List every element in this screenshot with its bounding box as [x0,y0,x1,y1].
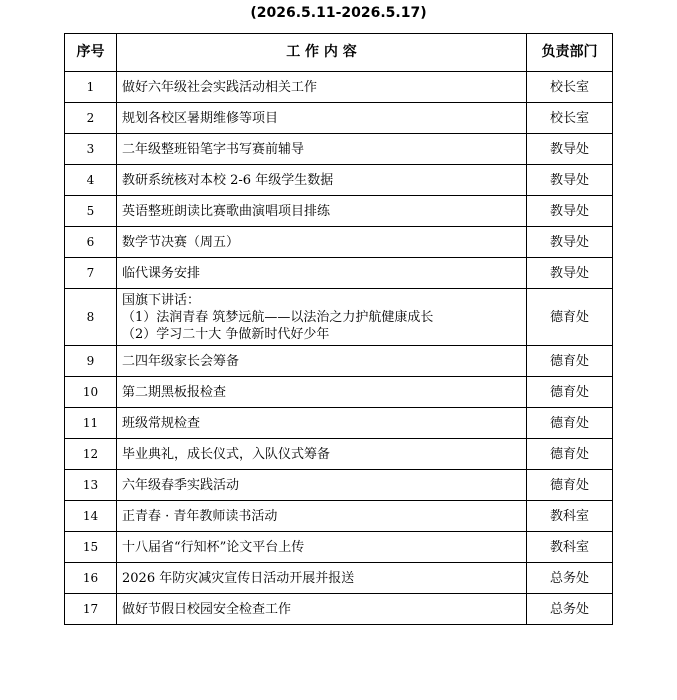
row-department: 教导处 [527,227,613,258]
row-content [117,258,527,289]
row-number: 4 [65,165,117,196]
row-content [117,408,527,439]
row-content [117,501,527,532]
table-row [65,532,613,563]
row-number: 11 [65,408,117,439]
row-department: 德育处 [527,470,613,501]
row-number: 10 [65,377,117,408]
row-number: 7 [65,258,117,289]
row-department: 教导处 [527,165,613,196]
row-department: 教科室 [527,532,613,563]
row-number: 17 [65,594,117,625]
row-content [117,439,527,470]
row-department: 德育处 [527,439,613,470]
content-line: 国旗下讲话： [122,292,201,308]
row-number: 5 [65,196,117,227]
row-department: 教导处 [527,196,613,227]
content-line: 数学节决赛（周五） [122,234,240,250]
content-line: 做好节假日校园安全检查工作 [122,601,292,617]
row-number: 15 [65,532,117,563]
row-content [117,165,527,196]
row-number: 9 [65,346,117,377]
row-department: 教导处 [527,134,613,165]
row-content [117,532,527,563]
row-content [117,470,527,501]
row-number: 14 [65,501,117,532]
content-line: 二年级整班铅笔字书写赛前辅导 [122,141,305,157]
header-number: 序号 [65,34,117,72]
table-header-row [65,34,613,72]
row-department: 总务处 [527,563,613,594]
content-line: 六年级春季实践活动 [122,477,240,493]
row-department: 德育处 [527,408,613,439]
row-department: 总务处 [527,594,613,625]
content-line: （1）法润青春 筑梦远航——以法治之力护航健康成长 [122,309,434,325]
table-row [65,258,613,289]
table-row [65,196,613,227]
row-department: 德育处 [527,377,613,408]
content-line: 毕业典礼，成长仪式，入队仪式筹备 [122,446,331,462]
row-content [117,227,527,258]
content-line: 做好六年级社会实践活动相关工作 [122,79,318,95]
content-line: 临代课务安排 [122,265,201,281]
date-range-heading: (2026.5.11-2026.5.17) [250,5,427,21]
row-content [117,563,527,594]
table-row [65,408,613,439]
row-number: 6 [65,227,117,258]
row-content [117,196,527,227]
table-row [65,165,613,196]
table-row [65,377,613,408]
content-line: （2）学习二十大 争做新时代好少年 [122,326,330,342]
table-row [65,72,613,103]
row-department: 校长室 [527,103,613,134]
content-line: 规划各校区暑期维修等项目 [122,110,279,126]
table-row [65,563,613,594]
header-content: 工 作 内 容 [117,34,527,72]
row-department: 德育处 [527,346,613,377]
row-content [117,134,527,165]
row-number: 12 [65,439,117,470]
content-line: 英语整班朗读比赛歌曲演唱项目排练 [122,203,331,219]
row-department: 教科室 [527,501,613,532]
table-row [65,346,613,377]
row-department: 德育处 [527,289,613,346]
table-row [65,470,613,501]
row-number: 8 [65,289,117,346]
row-number: 16 [65,563,117,594]
row-content [117,346,527,377]
table-row [65,594,613,625]
content-line: 正青春 · 青年教师读书活动 [122,508,278,524]
table-row [65,103,613,134]
content-line: 班级常规检查 [122,415,201,431]
row-content [117,377,527,408]
row-number: 1 [65,72,117,103]
row-number: 13 [65,470,117,501]
row-content [117,594,527,625]
content-line: 十八届省“行知杯”论文平台上传 [122,539,305,555]
content-line: 教研系统核对本校 2-6 年级学生数据 [122,172,334,188]
table-row [65,134,613,165]
weekly-work-schedule-table [64,33,613,625]
table-row [65,439,613,470]
row-content [117,103,527,134]
row-number: 2 [65,103,117,134]
table-row [65,227,613,258]
row-number: 3 [65,134,117,165]
row-content [117,72,527,103]
table-row [65,289,613,346]
header-department: 负责部门 [527,34,613,72]
row-department: 校长室 [527,72,613,103]
row-department: 教导处 [527,258,613,289]
content-line: 二四年级家长会筹备 [122,353,240,369]
table-row [65,501,613,532]
content-line: 2026 年防灾减灾宣传日活动开展并报送 [122,570,355,586]
content-line: 第二期黑板报检查 [122,384,227,400]
row-content [117,289,527,346]
